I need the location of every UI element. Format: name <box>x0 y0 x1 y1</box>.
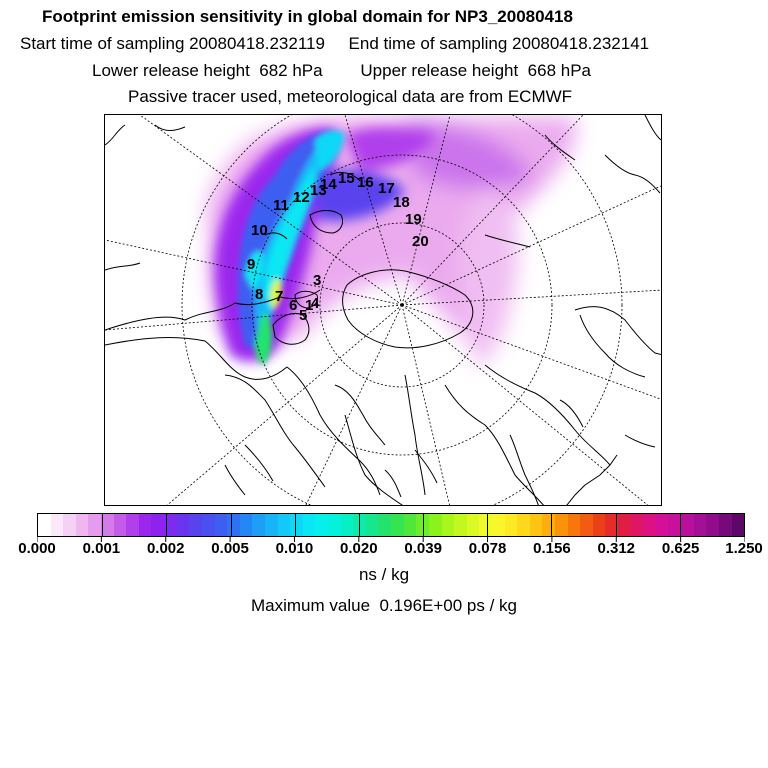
trajectory-label: 12 <box>293 189 310 206</box>
sampling-time-line: Start time of sampling 20080418.232119 End time of sampling 20080418.232141 <box>20 34 650 53</box>
colorbar-swatch <box>139 514 152 536</box>
colorbar-swatch <box>555 514 568 536</box>
trajectory-label: 5 <box>299 307 308 324</box>
colorbar-tick-label: 0.312 <box>597 540 636 557</box>
colorbar-divider <box>487 514 488 536</box>
colorbar-swatch <box>328 514 341 536</box>
trajectory-label: 20 <box>412 233 429 250</box>
colorbar-swatch <box>227 514 240 536</box>
sensitivity-field <box>207 117 576 365</box>
colorbar-unit: ns / kg <box>358 565 410 584</box>
colorbar-tick-label: 0.156 <box>533 540 571 557</box>
colorbar-divider <box>616 514 617 536</box>
colorbar-swatch <box>63 514 76 536</box>
colorbar-swatch <box>290 514 303 536</box>
colorbar-tick-label: 0.078 <box>468 540 507 557</box>
tracer-info-line: Passive tracer used, meteorological data are from ECMWF <box>128 87 573 106</box>
trajectory-label: 10 <box>251 222 268 239</box>
colorbar-divider <box>231 514 232 536</box>
colorbar-swatch <box>467 514 480 536</box>
trajectory-label: 4 <box>311 295 320 312</box>
colorbar-tick-label: 0.625 <box>661 540 700 557</box>
colorbar-swatch <box>530 514 543 536</box>
colorbar-swatch <box>593 514 606 536</box>
trajectory-label: 3 <box>313 272 322 289</box>
colorbar-divider <box>295 514 296 536</box>
colorbar-swatch <box>114 514 127 536</box>
colorbar-swatch <box>303 514 316 536</box>
colorbar-swatch <box>656 514 669 536</box>
colorbar-tick-label: 0.039 <box>404 540 442 557</box>
colorbar-swatch <box>391 514 404 536</box>
colorbar <box>37 513 745 537</box>
colorbar-swatch <box>215 514 228 536</box>
trajectory-label: 15 <box>338 170 355 187</box>
colorbar-tick-label: 0.020 <box>340 540 378 557</box>
colorbar-swatch <box>51 514 64 536</box>
colorbar-swatch <box>719 514 732 536</box>
trajectory-label: 13 <box>310 182 327 199</box>
colorbar-swatch <box>38 514 51 536</box>
colorbar-swatch <box>315 514 328 536</box>
colorbar-swatch <box>252 514 265 536</box>
colorbar-divider <box>166 514 167 536</box>
colorbar-tick-label: 0.010 <box>275 540 314 557</box>
colorbar-swatch <box>378 514 391 536</box>
colorbar-swatch <box>681 514 694 536</box>
colorbar-labels <box>0 540 768 560</box>
colorbar-swatch <box>126 514 139 536</box>
colorbar-swatch <box>429 514 442 536</box>
colorbar-swatch <box>479 514 492 536</box>
colorbar-divider <box>423 514 424 536</box>
trajectory-label: 14 <box>320 176 337 193</box>
colorbar-swatch <box>265 514 278 536</box>
maximum-value-label: Maximum value 0.196E+00 ps / kg <box>251 596 517 615</box>
colorbar-tick-label: 0.002 <box>146 540 185 557</box>
trajectory-label: 8 <box>255 286 264 303</box>
colorbar-swatch <box>618 514 631 536</box>
colorbar-swatch <box>706 514 719 536</box>
colorbar-swatch <box>177 514 190 536</box>
trajectory-label: 11 <box>273 197 289 214</box>
colorbar-tick-label: 1.250 <box>725 540 763 557</box>
trajectory-label: 19 <box>405 211 422 228</box>
colorbar-swatch <box>404 514 417 536</box>
colorbar-swatch <box>631 514 644 536</box>
trajectory-label: 18 <box>393 194 410 211</box>
colorbar-swatch <box>88 514 101 536</box>
trajectory-label: 16 <box>357 174 374 191</box>
trajectory-label: 17 <box>378 180 395 197</box>
colorbar-swatch <box>505 514 518 536</box>
colorbar-swatch <box>240 514 253 536</box>
colorbar-swatch <box>442 514 455 536</box>
map-canvas <box>105 115 662 506</box>
colorbar-divider <box>359 514 360 536</box>
colorbar-swatch <box>517 514 530 536</box>
colorbar-divider <box>551 514 552 536</box>
colorbar-swatch <box>278 514 291 536</box>
colorbar-divider <box>680 514 681 536</box>
colorbar-swatch <box>580 514 593 536</box>
colorbar-swatch <box>151 514 164 536</box>
release-height-line: Lower release height 682 hPa Upper release height 668 hPa <box>92 61 591 80</box>
colorbar-tick-label: 0.000 <box>18 540 56 557</box>
colorbar-swatch <box>694 514 707 536</box>
trajectory-label: 9 <box>247 256 256 273</box>
trajectory-label: 7 <box>275 288 284 305</box>
colorbar-swatch <box>76 514 89 536</box>
trajectory-label: 1 <box>305 297 314 314</box>
plot-title: Footprint emission sensitivity in global domain for NP3_20080418 <box>42 7 573 26</box>
colorbar-swatch <box>366 514 379 536</box>
colorbar-divider <box>102 514 103 536</box>
colorbar-swatch <box>542 514 555 536</box>
colorbar-swatch <box>492 514 505 536</box>
colorbar-swatch <box>732 514 745 536</box>
colorbar-swatch <box>202 514 215 536</box>
trajectory-label: 6 <box>289 297 298 314</box>
polar-map <box>104 114 662 506</box>
colorbar-swatch <box>189 514 202 536</box>
colorbar-swatch <box>568 514 581 536</box>
colorbar-swatch <box>341 514 354 536</box>
colorbar-tick-label: 0.001 <box>82 540 121 557</box>
colorbar-tick-label: 0.005 <box>211 540 249 557</box>
colorbar-swatch <box>643 514 656 536</box>
colorbar-swatch <box>454 514 467 536</box>
